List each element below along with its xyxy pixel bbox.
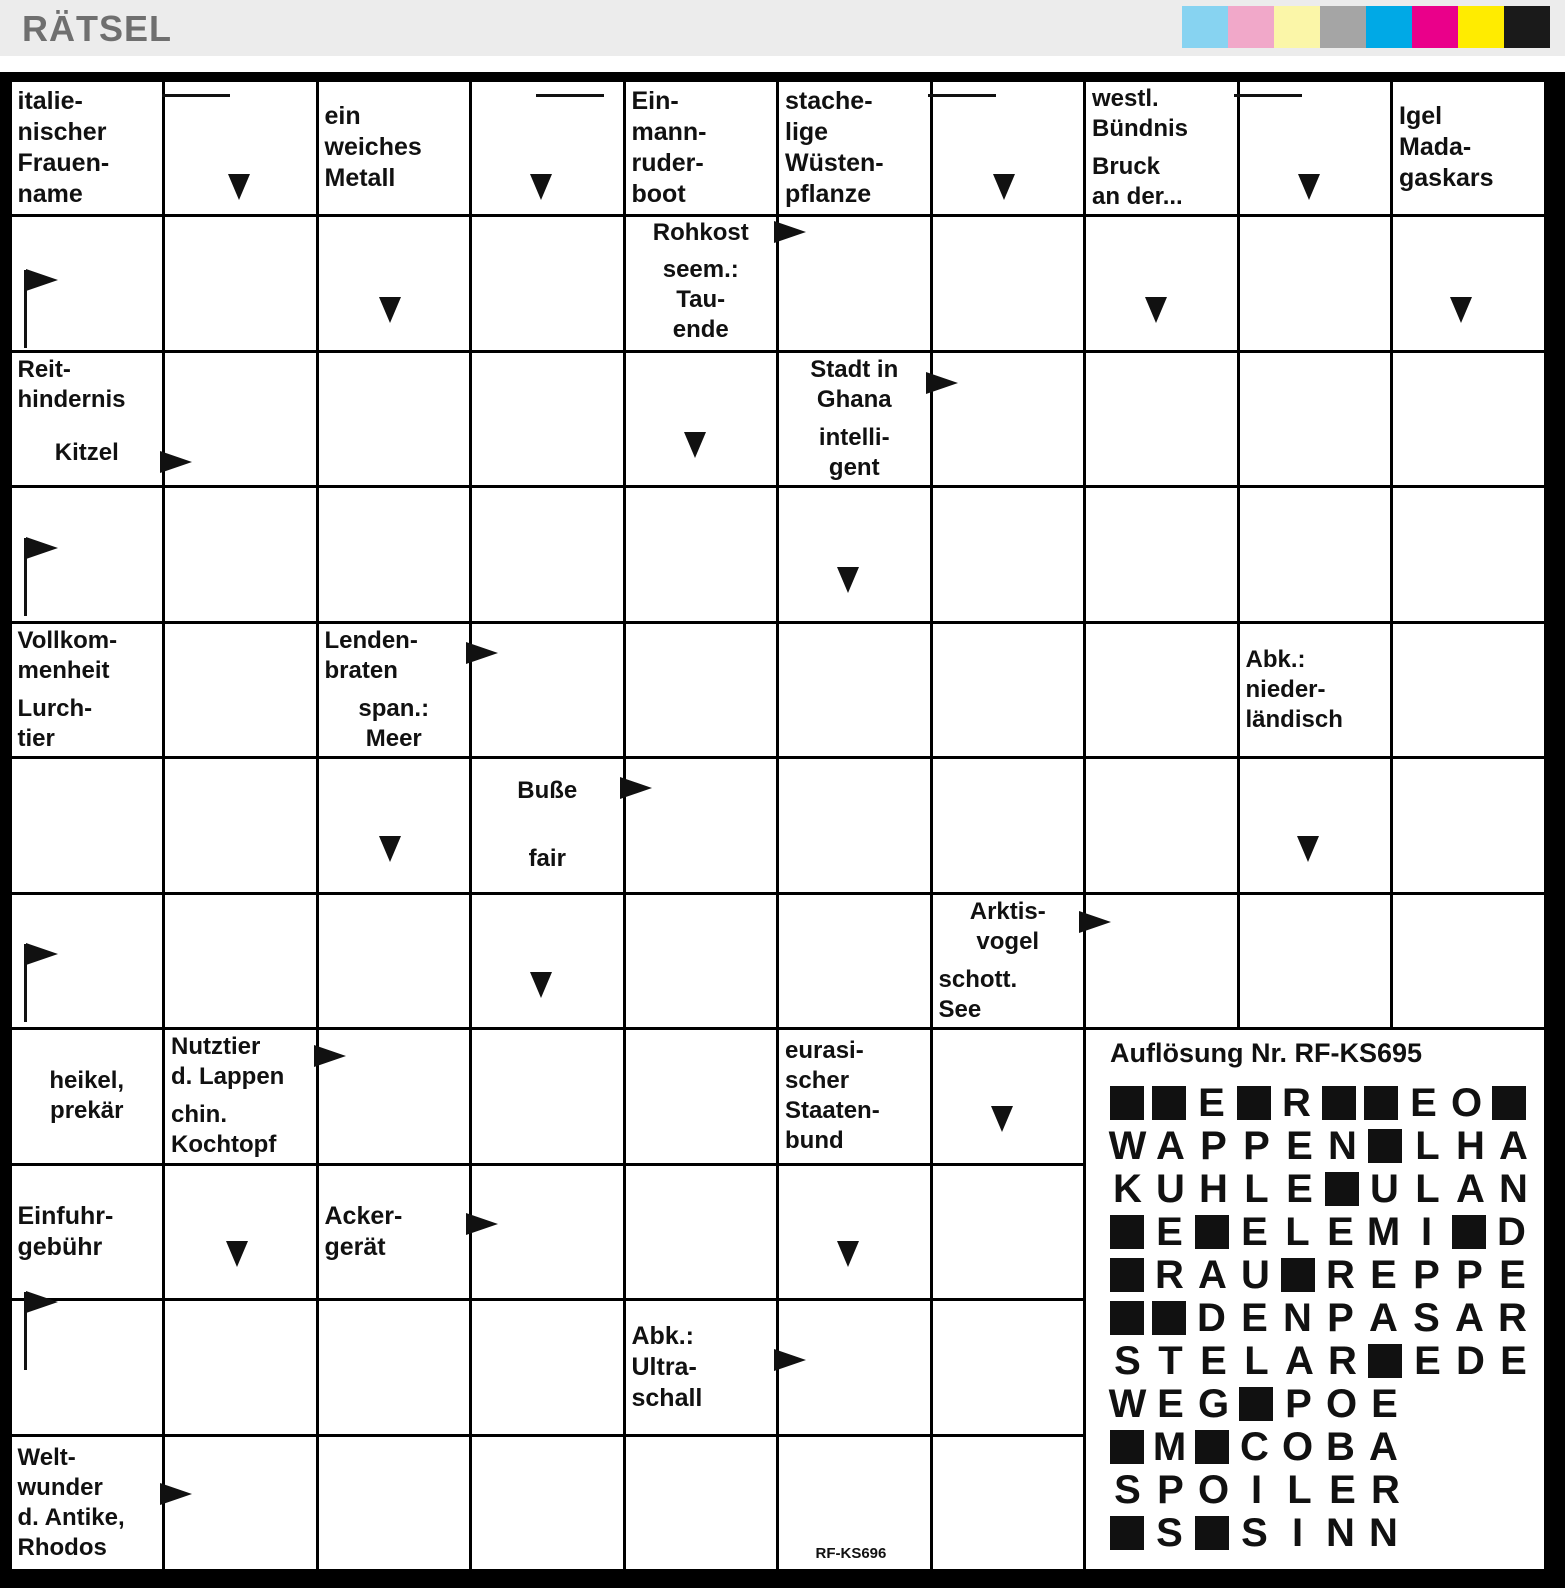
answer-cell[interactable]	[319, 1301, 470, 1434]
solution-letter: P	[1285, 1382, 1312, 1426]
flag-arrow-icon	[26, 269, 58, 291]
solution-letter: I	[1420, 1210, 1433, 1254]
solution-letter: P	[1327, 1296, 1354, 1340]
solution-letter: A	[1198, 1253, 1227, 1297]
answer-cell[interactable]	[165, 488, 316, 621]
solution-row	[1106, 1254, 1534, 1296]
clue-r1c4a: Rohkost	[626, 217, 777, 248]
answer-cell[interactable]	[319, 1437, 470, 1570]
solution-letter: R	[1498, 1296, 1527, 1340]
answer-cell[interactable]	[472, 1030, 623, 1163]
answer-cell[interactable]	[165, 895, 316, 1028]
solution-block	[1325, 1172, 1359, 1206]
answer-cell[interactable]	[1393, 488, 1544, 621]
solution-letter: D	[1197, 1296, 1226, 1340]
solution-letter: I	[1291, 1511, 1304, 1555]
answer-cell[interactable]	[933, 488, 1084, 621]
clue-r7c1b: chin. Kochtopf	[165, 1098, 316, 1163]
clue-r10c0: Welt- wunder d. Antike, Rhodos	[12, 1437, 163, 1570]
arrow-down-icon	[228, 174, 250, 200]
solution-block	[1195, 1430, 1229, 1464]
solution-letter: S	[1241, 1511, 1268, 1555]
arrow-right-icon	[1079, 911, 1111, 933]
solution-row	[1106, 1340, 1535, 1382]
clue-r7c1a: Nutztier d. Lappen	[165, 1030, 316, 1095]
solution-block	[1110, 1516, 1144, 1550]
arrow-down-icon	[1450, 297, 1472, 323]
color-swatch	[1320, 6, 1366, 48]
solution-row	[1106, 1297, 1534, 1339]
solution-letter: E	[1157, 1382, 1184, 1426]
bend-arrow-line	[162, 94, 230, 97]
solution-letter: T	[1158, 1339, 1183, 1383]
solution-letter: N	[1326, 1511, 1355, 1555]
answer-cell[interactable]	[1086, 759, 1237, 892]
answer-cell[interactable]	[626, 895, 777, 1028]
solution-letter: N	[1369, 1511, 1398, 1555]
arrow-down-icon	[379, 836, 401, 862]
solution-row	[1106, 1082, 1530, 1124]
solution-letter: G	[1197, 1382, 1230, 1426]
clue-r6c6b: schott. See	[933, 962, 1084, 1027]
solution-letter: C	[1240, 1425, 1269, 1469]
color-swatch	[1412, 6, 1458, 48]
answer-cell[interactable]	[319, 353, 470, 486]
answer-cell[interactable]	[165, 624, 316, 757]
answer-cell[interactable]	[1393, 895, 1544, 1028]
solution-letter: E	[1414, 1339, 1441, 1383]
solution-letter: W	[1108, 1382, 1147, 1426]
answer-cell[interactable]	[1240, 759, 1391, 892]
flag-arrow-icon	[26, 537, 58, 559]
solution-block	[1195, 1215, 1229, 1249]
solution-letter: L	[1244, 1339, 1269, 1383]
solution-letter: D	[1456, 1339, 1485, 1383]
solution-letter: S	[1114, 1339, 1141, 1383]
answer-cell[interactable]	[165, 1166, 316, 1299]
solution-letter: M	[1152, 1425, 1187, 1469]
solution-letter: O	[1450, 1081, 1483, 1125]
clue-r4c0b: Lurch- tier	[12, 691, 163, 756]
solution-letter: R	[1371, 1468, 1400, 1512]
answer-cell[interactable]	[933, 1301, 1084, 1434]
solution-block	[1452, 1215, 1486, 1249]
answer-cell[interactable]	[1240, 353, 1391, 486]
solution-letter: U	[1241, 1253, 1270, 1297]
arrow-down-icon	[530, 972, 552, 998]
solution-block	[1110, 1258, 1144, 1292]
clue-r6c6a: Arktis- vogel	[933, 895, 1084, 960]
arrow-down-icon	[1297, 836, 1319, 862]
flag-arrow-icon	[26, 943, 58, 965]
answer-cell[interactable]	[626, 1166, 777, 1299]
clue-r2c5b: intelli- gent	[779, 420, 930, 485]
solution-letter: P	[1157, 1468, 1184, 1512]
arrow-right-icon	[774, 221, 806, 243]
solution-letter: R	[1155, 1253, 1184, 1297]
arrow-right-icon	[774, 1349, 806, 1371]
clue-r2c0a: Reit- hindernis	[12, 353, 163, 418]
solution-letter: E	[1500, 1339, 1527, 1383]
solution-letter: L	[1244, 1167, 1269, 1211]
answer-cell[interactable]	[165, 759, 316, 892]
solution-letter: L	[1415, 1124, 1440, 1168]
solution-letter: E	[1286, 1167, 1313, 1211]
solution-letter: L	[1285, 1210, 1310, 1254]
solution-row	[1106, 1512, 1405, 1554]
solution-letter: P	[1456, 1253, 1483, 1297]
solution-letter: L	[1287, 1468, 1312, 1512]
answer-cell[interactable]	[319, 488, 470, 621]
answer-cell[interactable]	[1086, 353, 1237, 486]
solution-row	[1106, 1469, 1407, 1511]
answer-cell[interactable]	[933, 1166, 1084, 1299]
solution-letter: E	[1329, 1468, 1356, 1512]
clue-r8c0: Einfuhr- gebühr	[12, 1166, 163, 1299]
arrow-down-icon	[684, 432, 706, 458]
solution-block	[1110, 1086, 1144, 1120]
answer-cell[interactable]	[779, 895, 930, 1028]
clue-r4c2a: Lenden- braten	[319, 624, 470, 689]
answer-cell[interactable]	[779, 759, 930, 892]
clue-r0c7a: westl. Bündnis	[1086, 82, 1237, 147]
answer-cell[interactable]	[1393, 217, 1544, 350]
color-swatch	[1366, 6, 1412, 48]
answer-cell[interactable]	[933, 1437, 1084, 1570]
solution-letter: A	[1369, 1425, 1398, 1469]
answer-cell[interactable]	[472, 1301, 623, 1434]
answer-cell[interactable]	[1240, 217, 1391, 350]
answer-cell[interactable]	[1240, 488, 1391, 621]
answer-cell[interactable]	[472, 217, 623, 350]
header-bar	[0, 0, 1565, 56]
answer-cell[interactable]	[472, 353, 623, 486]
answer-cell[interactable]	[626, 353, 777, 486]
answer-cell[interactable]	[1086, 488, 1237, 621]
solution-block	[1364, 1086, 1398, 1120]
solution-letter: B	[1326, 1425, 1355, 1469]
answer-cell[interactable]	[1086, 217, 1237, 350]
clue-r0c2: ein weiches Metall	[319, 82, 470, 215]
solution-row	[1106, 1383, 1406, 1425]
clue-r0c4: Ein- mann- ruder- boot	[626, 82, 777, 215]
solution-letter: M	[1366, 1210, 1401, 1254]
flag-arrow-icon	[26, 1291, 58, 1313]
page-title: RÄTSEL	[22, 8, 172, 49]
color-calibration-bar	[1182, 6, 1550, 48]
solution-letter: E	[1241, 1210, 1268, 1254]
puzzle-code: RF-KS696	[815, 1544, 887, 1562]
clue-r0c0: italie- nischer Frauen- name	[12, 82, 163, 215]
solution-letter: R	[1282, 1081, 1311, 1125]
clue-r0c7b: Bruck an der...	[1086, 149, 1237, 214]
answer-cell[interactable]	[933, 624, 1084, 757]
clue-r7c0: heikel, prekär	[12, 1030, 163, 1163]
solution-letter: D	[1497, 1210, 1526, 1254]
solution-letter: I	[1250, 1468, 1263, 1512]
arrow-down-icon	[379, 297, 401, 323]
solution-letter: R	[1328, 1339, 1357, 1383]
solution-block	[1368, 1344, 1402, 1378]
answer-cell[interactable]	[1393, 353, 1544, 486]
answer-cell[interactable]	[319, 895, 470, 1028]
answer-cell[interactable]	[472, 1437, 623, 1570]
solution-block	[1281, 1258, 1315, 1292]
solution-letter: O	[1325, 1382, 1358, 1426]
solution-letter: O	[1197, 1468, 1230, 1512]
solution-letter: R	[1326, 1253, 1355, 1297]
answer-cell[interactable]	[626, 624, 777, 757]
clue-r4c2b: span.: Meer	[319, 691, 470, 756]
answer-cell[interactable]	[1393, 624, 1544, 757]
solution-letter: S	[1413, 1296, 1440, 1340]
arrow-right-icon	[466, 642, 498, 664]
solution-letter: E	[1410, 1081, 1437, 1125]
solution-letter: W	[1108, 1124, 1147, 1168]
arrow-down-icon	[1145, 297, 1167, 323]
crossword-grid	[10, 80, 1555, 1580]
solution-block	[1239, 1387, 1273, 1421]
answer-cell[interactable]	[165, 1301, 316, 1434]
solution-letter: O	[1281, 1425, 1314, 1469]
arrow-down-icon	[837, 1241, 859, 1267]
solution-block	[1152, 1086, 1186, 1120]
clue-r5c3a: Buße	[472, 759, 623, 824]
solution-letter: U	[1156, 1167, 1185, 1211]
solution-block	[1368, 1129, 1402, 1163]
solution-letter: A	[1456, 1167, 1485, 1211]
solution-letter: E	[1370, 1253, 1397, 1297]
answer-cell[interactable]	[779, 488, 930, 621]
answer-cell[interactable]	[779, 624, 930, 757]
arrow-right-icon	[926, 372, 958, 394]
clue-r7c5: eurasi- scher Staaten- bund	[779, 1030, 930, 1163]
answer-cell[interactable]	[12, 759, 163, 892]
solution-title: Auflösung Nr. RF-KS695	[1110, 1038, 1423, 1068]
solution-row	[1106, 1125, 1535, 1167]
answer-cell[interactable]	[472, 895, 623, 1028]
answer-cell[interactable]	[319, 759, 470, 892]
solution-letter: E	[1198, 1081, 1225, 1125]
answer-cell[interactable]	[472, 488, 623, 621]
solution-letter: A	[1499, 1124, 1528, 1168]
solution-row	[1106, 1211, 1533, 1253]
answer-cell[interactable]	[933, 759, 1084, 892]
answer-cell[interactable]	[779, 1166, 930, 1299]
solution-block	[1237, 1086, 1271, 1120]
bend-arrow-line	[536, 94, 604, 97]
solution-letter: H	[1456, 1124, 1485, 1168]
answer-cell[interactable]	[1393, 759, 1544, 892]
solution-panel	[1086, 1030, 1544, 1569]
solution-letter: S	[1114, 1468, 1141, 1512]
answer-cell[interactable]	[626, 1030, 777, 1163]
solution-letter: E	[1156, 1210, 1183, 1254]
color-swatch	[1504, 6, 1550, 48]
arrow-down-icon	[993, 174, 1015, 200]
answer-cell[interactable]	[626, 1437, 777, 1570]
answer-cell[interactable]	[319, 217, 470, 350]
answer-cell[interactable]	[1086, 624, 1237, 757]
solution-block	[1195, 1516, 1229, 1550]
solution-letter: K	[1113, 1167, 1142, 1211]
solution-letter: E	[1286, 1124, 1313, 1168]
clue-r9c4: Abk.: Ultra- schall	[626, 1301, 777, 1434]
solution-block	[1110, 1301, 1144, 1335]
clue-r1c4b: seem.: Tau- ende	[626, 251, 777, 350]
arrow-right-icon	[160, 451, 192, 473]
solution-letter: A	[1369, 1296, 1398, 1340]
answer-cell[interactable]	[933, 217, 1084, 350]
answer-cell[interactable]	[933, 1030, 1084, 1163]
solution-letter: E	[1241, 1296, 1268, 1340]
arrow-down-icon	[226, 1241, 248, 1267]
clue-r4c8: Abk.: nieder- ländisch	[1240, 624, 1391, 757]
arrow-right-icon	[160, 1483, 192, 1505]
answer-cell[interactable]	[626, 488, 777, 621]
solution-letter: E	[1200, 1339, 1227, 1383]
solution-letter: A	[1455, 1296, 1484, 1340]
arrow-down-icon	[1298, 174, 1320, 200]
clue-r2c5a: Stadt in Ghana	[779, 353, 930, 418]
clue-r0c5: stache- lige Wüsten- pflanze	[779, 82, 930, 215]
answer-cell[interactable]	[12, 1301, 163, 1434]
solution-block	[1110, 1215, 1144, 1249]
bend-arrow-line	[928, 94, 996, 97]
arrow-right-icon	[314, 1045, 346, 1067]
color-swatch	[1274, 6, 1320, 48]
solution-block	[1492, 1086, 1526, 1120]
color-swatch	[1182, 6, 1228, 48]
arrow-down-icon	[991, 1106, 1013, 1132]
arrow-down-icon	[530, 174, 552, 200]
solution-letter: L	[1415, 1167, 1440, 1211]
answer-cell[interactable]	[1240, 895, 1391, 1028]
clue-r2c0b: Kitzel	[12, 420, 163, 485]
solution-row	[1106, 1426, 1405, 1468]
solution-letter: N	[1283, 1296, 1312, 1340]
solution-block	[1152, 1301, 1186, 1335]
solution-block	[1322, 1086, 1356, 1120]
solution-letter: E	[1499, 1253, 1526, 1297]
solution-letter: P	[1413, 1253, 1440, 1297]
color-swatch	[1228, 6, 1274, 48]
clue-r4c0a: Vollkom- menheit	[12, 624, 163, 689]
solution-letter: P	[1243, 1124, 1270, 1168]
solution-letter: N	[1499, 1167, 1528, 1211]
clue-r8c2: Acker- gerät	[319, 1166, 470, 1299]
clue-r0c9: Igel Mada- gaskars	[1393, 82, 1544, 215]
answer-cell[interactable]	[165, 217, 316, 350]
solution-letter: P	[1200, 1124, 1227, 1168]
solution-letter: A	[1156, 1124, 1185, 1168]
solution-letter: E	[1327, 1210, 1354, 1254]
arrow-right-icon	[466, 1213, 498, 1235]
clue-r5c3b: fair	[472, 827, 623, 892]
solution-letter: U	[1370, 1167, 1399, 1211]
arrow-right-icon	[620, 777, 652, 799]
arrow-down-icon	[837, 567, 859, 593]
bend-arrow-line	[1234, 94, 1302, 97]
solution-letter: S	[1156, 1511, 1183, 1555]
solution-row	[1106, 1168, 1535, 1210]
solution-block	[1110, 1430, 1144, 1464]
solution-letter: A	[1285, 1339, 1314, 1383]
color-swatch	[1458, 6, 1504, 48]
solution-letter: H	[1199, 1167, 1228, 1211]
solution-letter: E	[1371, 1382, 1398, 1426]
solution-letter: N	[1328, 1124, 1357, 1168]
